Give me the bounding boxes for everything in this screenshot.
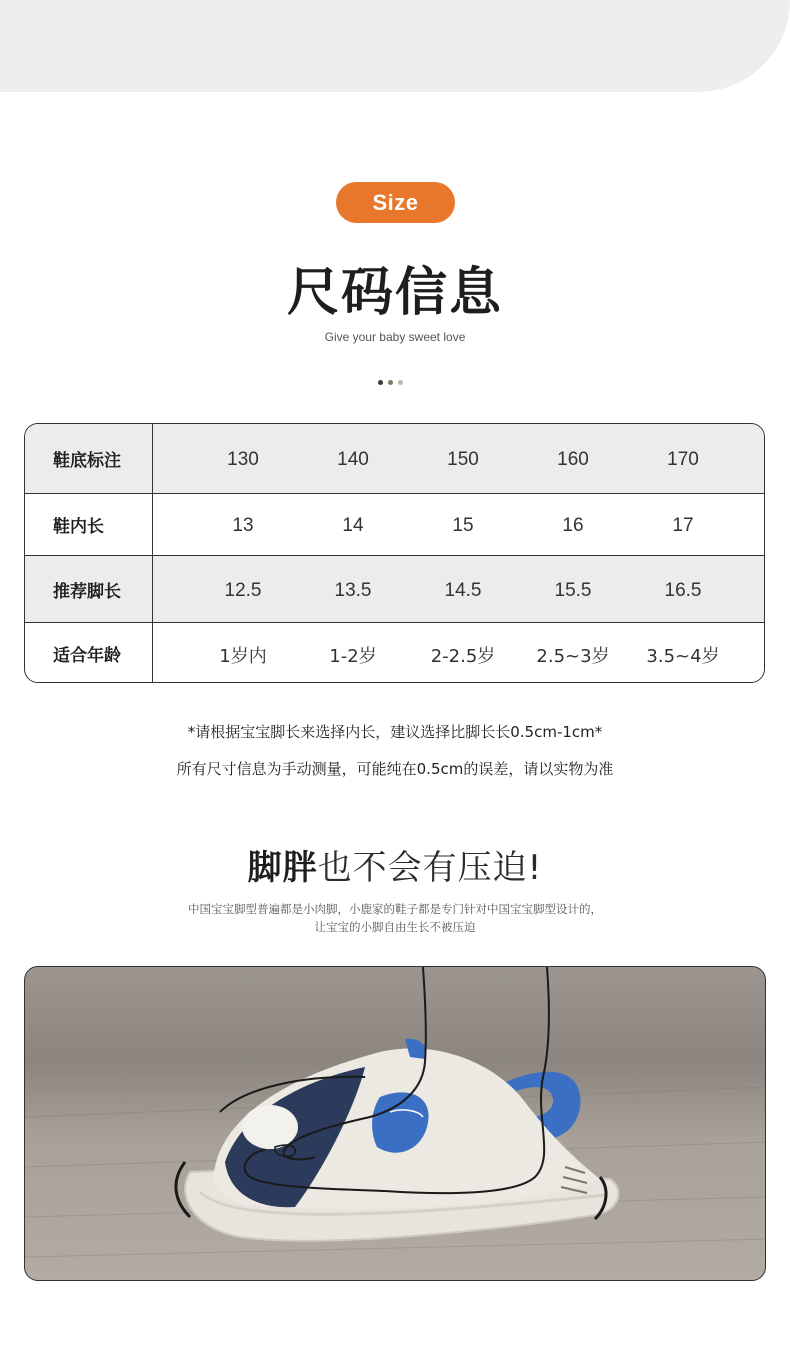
table-row [25,556,764,623]
feature-description-line: 中国宝宝脚型普遍都是小肉脚，小鹿家的鞋子都是专门针对中国宝宝脚型设计的， [188,902,602,916]
table-cell: 13 [232,515,254,536]
table-cell: 170 [667,449,699,470]
table-cell: 14.5 [444,579,482,601]
table-cell: 1岁内 [219,646,267,667]
slipper-illustration [25,967,766,1281]
row-header: 推荐脚长 [25,556,153,622]
size-table [24,423,765,683]
table-cell: 17 [672,515,694,536]
feature-description [0,900,790,936]
table-cell: 150 [447,449,479,470]
dot [378,380,383,385]
row-header: 鞋底标注 [25,424,153,493]
table-cell: 12.5 [224,579,262,601]
dot-divider [378,380,403,385]
feature-description-line: 让宝宝的小脚自由生长不被压迫 [314,920,476,934]
size-advice-note: *请根据宝宝脚长来选择内长，建议选择比脚长长0.5cm-1cm* [187,723,603,741]
row-header: 适合年龄 [25,623,153,683]
feature-heading-rest: 也不会有压迫! [317,848,543,888]
dot [398,380,403,385]
table-cell: 16 [562,515,584,536]
product-photo [24,966,766,1281]
row-header: 鞋内长 [25,494,153,555]
table-cell: 130 [227,449,259,470]
table-cell: 13.5 [334,579,372,601]
size-badge: Size [336,182,455,223]
table-cell: 2-2.5岁 [430,646,496,667]
table-row [25,424,764,494]
page-subtitle: Give your baby sweet love [324,330,466,344]
table-cell: 14 [342,515,364,536]
table-cell: 140 [337,449,369,470]
table-row [25,623,764,683]
dot [388,380,393,385]
table-cell: 3.5~4岁 [646,646,720,667]
table-cell: 15 [452,515,474,536]
page-title: 尺码信息 [286,263,503,323]
table-cell: 1-2岁 [329,646,377,667]
table-cell: 16.5 [664,579,702,601]
table-cell: 15.5 [554,579,592,601]
feature-heading [0,840,790,889]
top-decorative-band [0,0,790,92]
feature-heading-bold: 脚胖 [247,848,318,888]
table-cell: 2.5~3岁 [536,646,610,667]
measurement-disclaimer: 所有尺寸信息为手动测量，可能纯在0.5cm的误差，请以实物为准 [176,760,614,778]
table-row [25,494,764,556]
table-cell: 160 [557,449,589,470]
